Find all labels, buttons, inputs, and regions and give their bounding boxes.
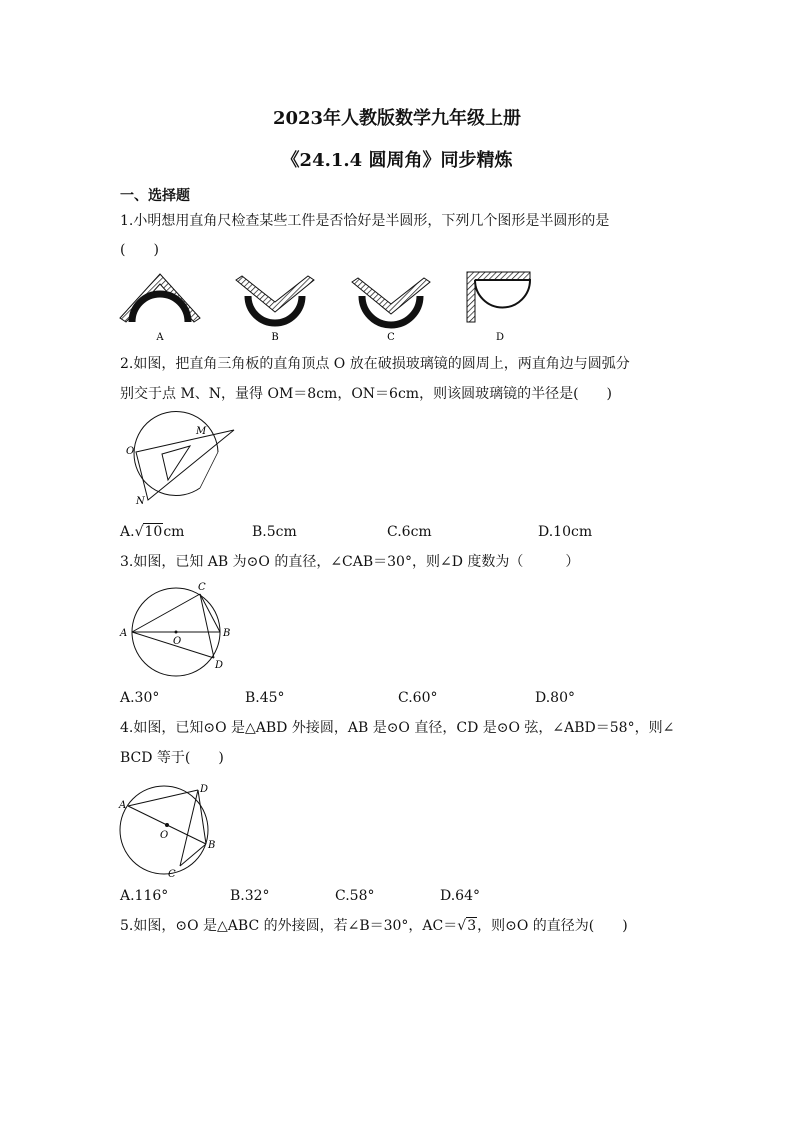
q5-text-line1 xyxy=(120,916,628,936)
q2-figure xyxy=(118,418,248,510)
q2-text-line1: 2.如图，把直角三角板的直角顶点 O 放在破损玻璃镜的圆周上，两直角边与圆弧分 xyxy=(120,356,630,372)
q4-option-c[interactable]: C.58° xyxy=(335,888,375,904)
q1-label-a: A xyxy=(156,332,164,343)
q2-option-c[interactable]: C.6cm xyxy=(387,524,432,540)
q1-figure xyxy=(110,262,550,347)
q4-label-a: A xyxy=(119,800,127,811)
q2-text-line2: 别交于点 M、N，量得 OM＝8cm，ON＝6cm，则该圆玻璃镜的半径是( ) xyxy=(120,386,612,402)
q4-option-b[interactable]: B.32° xyxy=(230,888,270,904)
q3-label-a: A xyxy=(120,628,128,639)
sqrt-icon: √ xyxy=(457,918,467,934)
q2-option-a-unit: cm xyxy=(163,524,185,540)
q4-figure xyxy=(118,778,228,878)
q3-label-b: B xyxy=(223,628,231,639)
q5-text-pre: 5.如图，⊙O 是△ABC 的外接圆，若∠B＝30°，AC＝ xyxy=(120,918,458,934)
q3-option-d[interactable]: D.80° xyxy=(535,690,575,706)
q1-label-b: B xyxy=(271,332,279,343)
q2-option-a-radicand: 10 xyxy=(144,524,163,540)
q1-option-a-figure xyxy=(120,274,200,343)
q2-label-o: O xyxy=(126,446,135,457)
section-heading: 一、选择题 xyxy=(120,188,190,204)
q4-label-b: B xyxy=(208,840,216,851)
q1-option-d-figure xyxy=(467,272,530,343)
q4-option-d[interactable]: D.64° xyxy=(440,888,480,904)
q2-option-a[interactable] xyxy=(120,522,184,542)
q4-text-line1: 4.如图，已知⊙O 是△ABD 外接圆，AB 是⊙O 直径，CD 是⊙O 弦，∠ABD＝58°，则∠ xyxy=(120,720,675,736)
q3-label-o: O xyxy=(173,636,182,647)
q4-label-c: C xyxy=(168,869,176,880)
q3-option-b[interactable]: B.45° xyxy=(245,690,285,706)
q1-option-b-figure xyxy=(236,276,314,343)
q1-text-line2: ( ) xyxy=(120,242,159,258)
q1-option-c-figure xyxy=(352,278,430,343)
q3-text-line1: 3.如图，已知 AB 为⊙O 的直径，∠CAB＝30°，则∠D 度数为（ ） xyxy=(120,554,580,570)
q2-option-a-prefix: A. xyxy=(120,524,135,540)
q1-label-d: D xyxy=(495,332,505,343)
q1-label-c: C xyxy=(387,332,395,343)
q3-label-c: C xyxy=(198,582,206,593)
q3-option-a[interactable]: A.30° xyxy=(120,690,160,706)
q4-option-a[interactable]: A.116° xyxy=(120,888,169,904)
q2-label-m: M xyxy=(196,426,207,437)
q2-label-n: N xyxy=(136,496,145,507)
q4-text-line2: BCD 等于( ) xyxy=(120,750,224,766)
q4-label-d: D xyxy=(200,784,209,795)
q2-option-d[interactable]: D.10cm xyxy=(538,524,593,540)
q3-figure xyxy=(118,580,238,680)
page-subtitle: 《24.1.4 圆周角》同步精炼 xyxy=(281,150,513,171)
q5-text-post: ，则⊙O 的直径为( ) xyxy=(477,918,628,934)
sqrt-icon: √ xyxy=(134,524,144,540)
q3-label-d: D xyxy=(215,660,224,671)
q2-option-b[interactable]: B.5cm xyxy=(252,524,297,540)
q3-option-c[interactable]: C.60° xyxy=(398,690,438,706)
q4-label-o: O xyxy=(160,830,169,841)
q1-text-line1: 1.小明想用直角尺检查某些工件是否恰好是半圆形，下列几个图形是半圆形的是 xyxy=(120,213,610,229)
q5-radicand: 3 xyxy=(467,918,477,934)
page-title: 2023年人教版数学九年级上册 xyxy=(272,108,522,129)
